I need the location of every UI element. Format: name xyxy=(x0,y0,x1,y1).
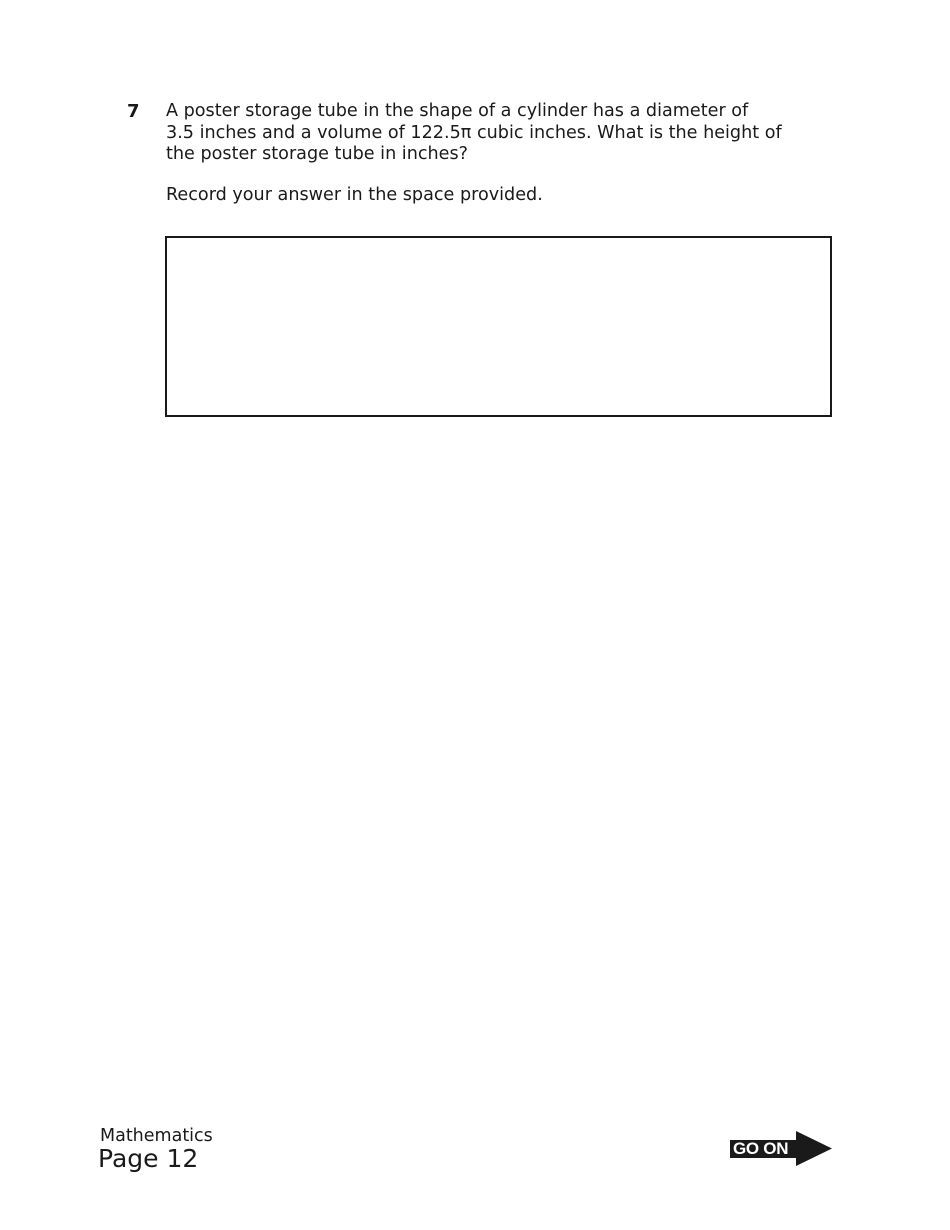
question-prompt xyxy=(166,101,846,166)
question-text-line: A poster storage tube in the shape of a cylinder has a diameter of xyxy=(166,101,749,121)
go-on-button[interactable] xyxy=(730,1131,832,1166)
question-number: 7 xyxy=(127,101,140,122)
go-on-label: GO ON xyxy=(733,1139,789,1158)
answer-box[interactable] xyxy=(165,236,832,417)
answer-instruction: Record your answer in the space provided. xyxy=(166,185,543,205)
question-text-line: the poster storage tube in inches? xyxy=(166,144,468,164)
footer-subject: Mathematics xyxy=(100,1126,213,1146)
page-number: Page 12 xyxy=(98,1144,199,1173)
question-text-line: 3.5 inches and a volume of 122.5π cubic inches. What is the height of xyxy=(166,122,782,143)
